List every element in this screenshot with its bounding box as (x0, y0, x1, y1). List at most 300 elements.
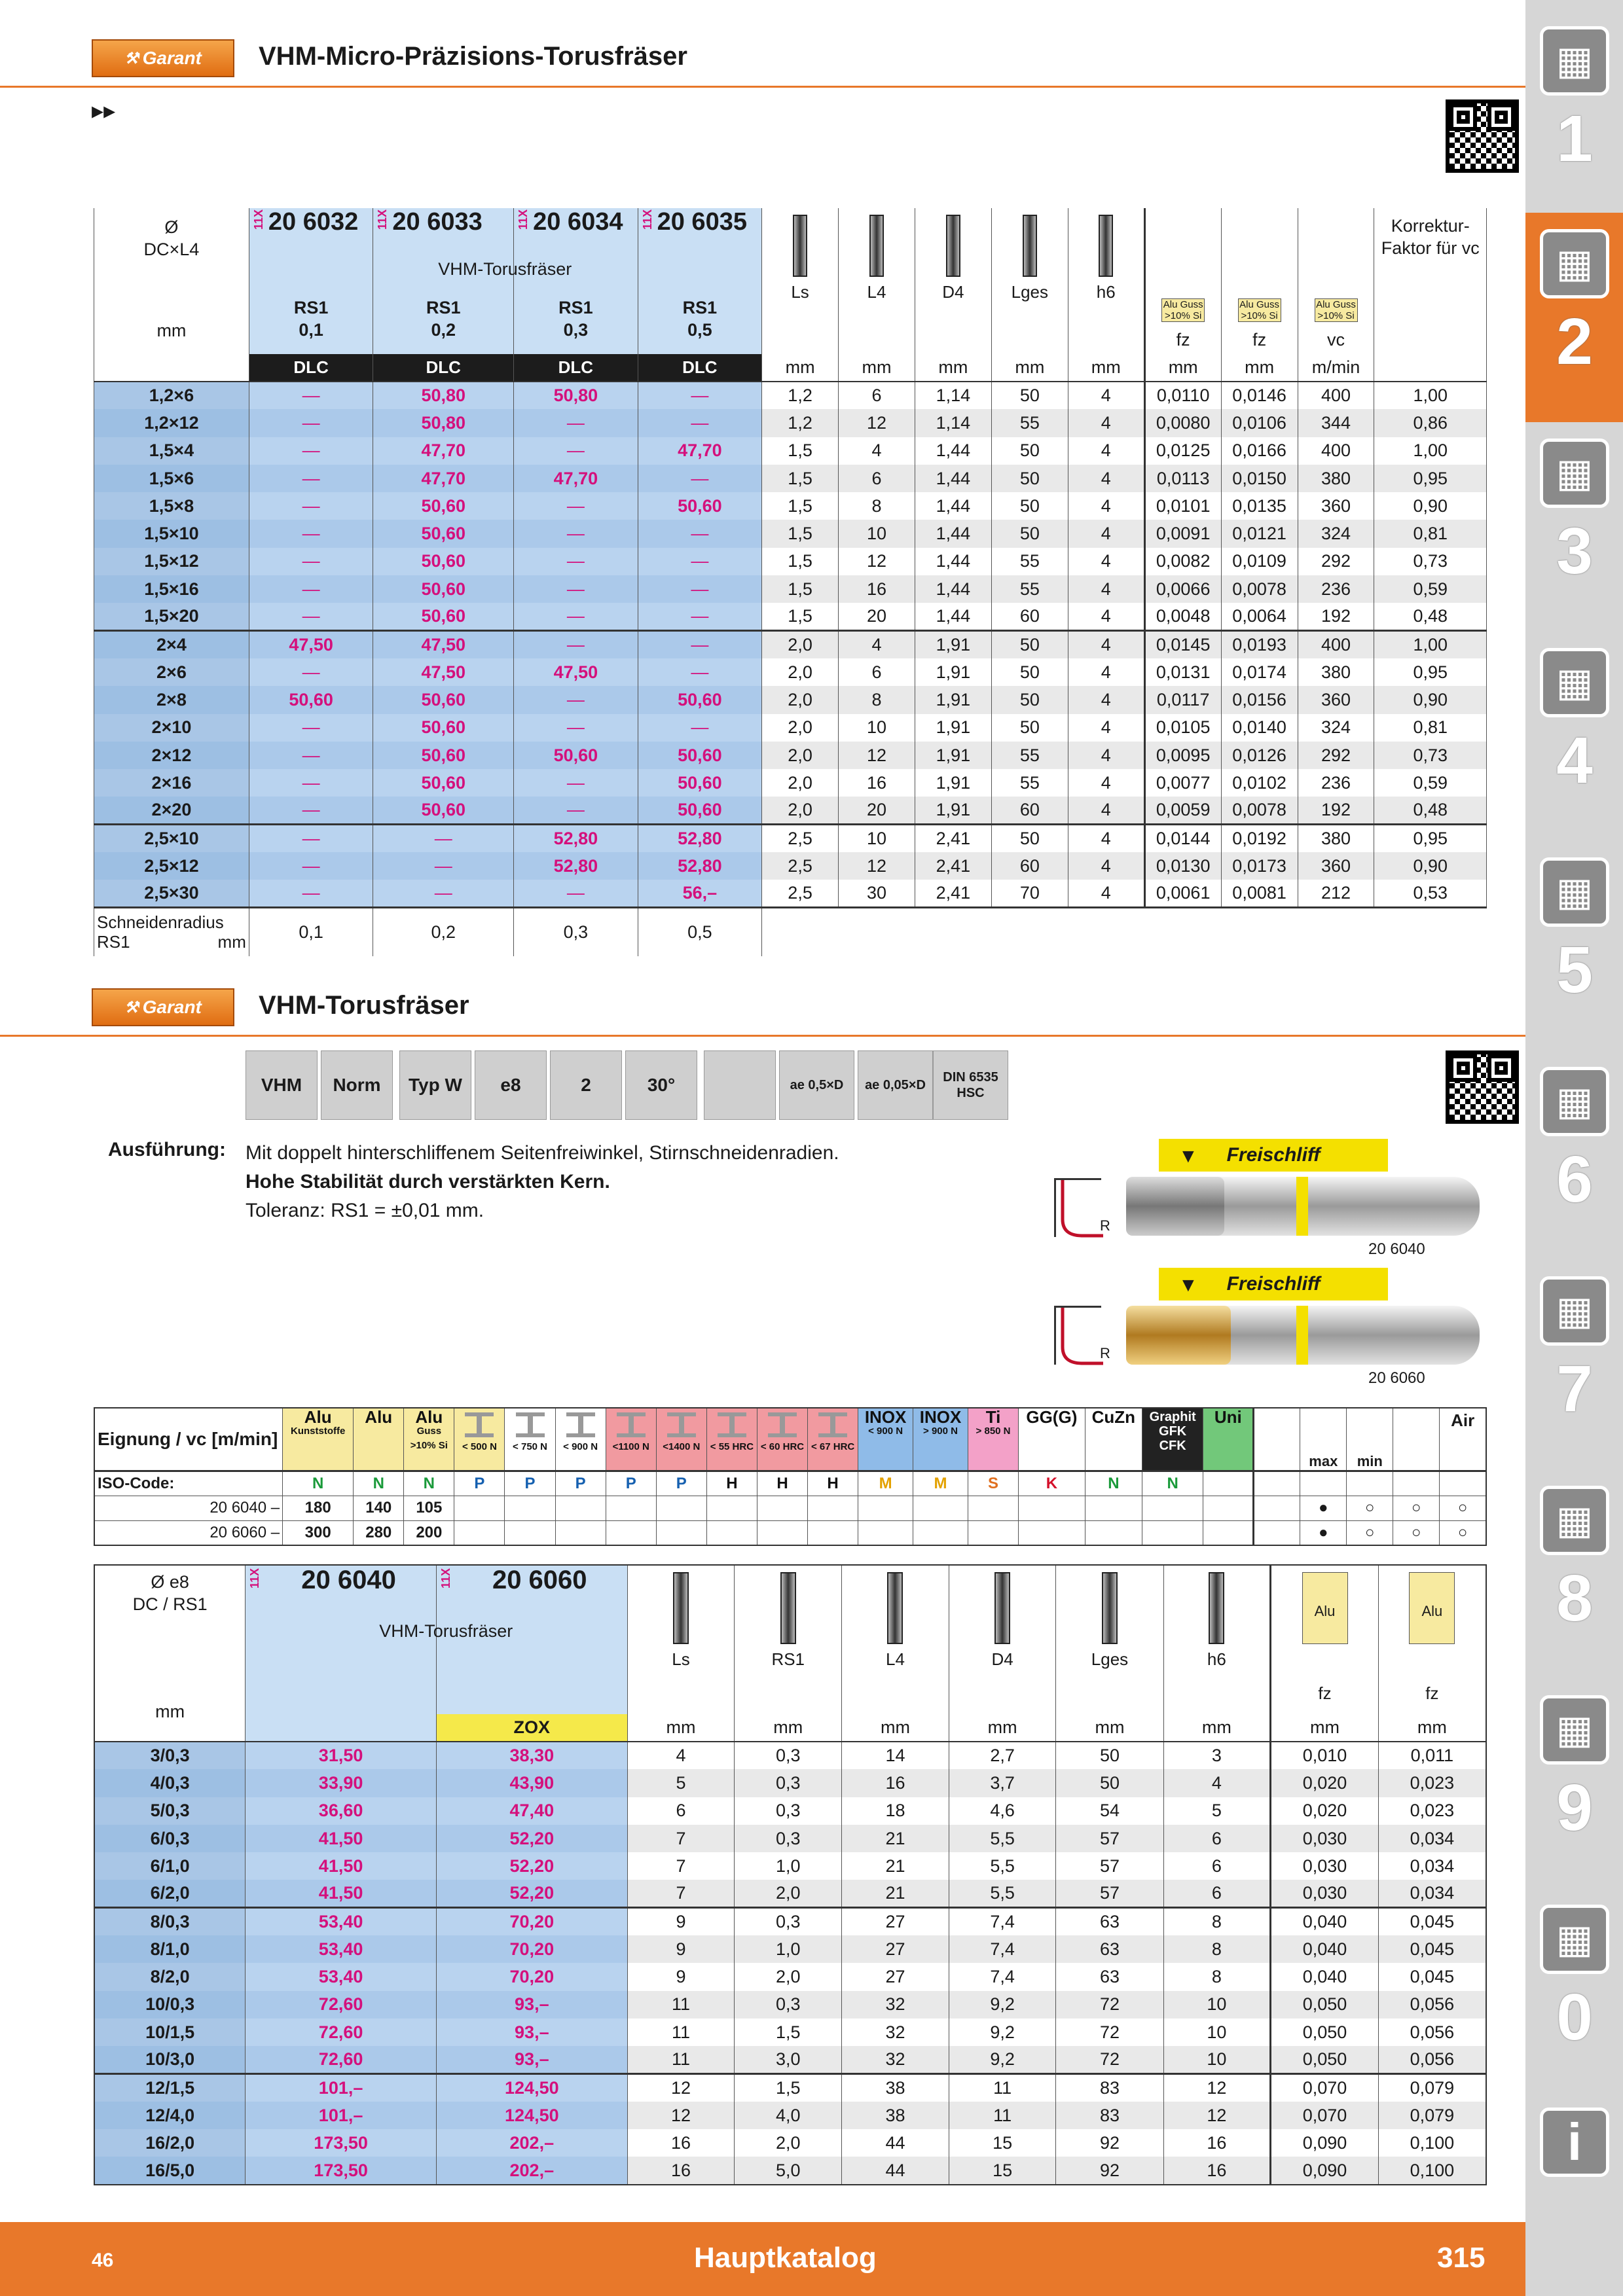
chapter-icon[interactable]: ▦ (1540, 1486, 1609, 1555)
vc-value (1019, 1520, 1085, 1545)
unit-label: mm (627, 1714, 735, 1742)
material-column: <1400 N (656, 1408, 706, 1471)
value-cell: 10 (839, 714, 915, 742)
value-cell: 50,60 (514, 742, 638, 769)
dimension-cell: 6/2,0 (94, 1880, 246, 1907)
value-cell: — (514, 409, 638, 437)
value-cell: 380 (1298, 825, 1374, 852)
value-cell: — (514, 880, 638, 907)
feature-icon: VHM (246, 1050, 318, 1120)
value-cell: 72,60 (246, 2046, 437, 2073)
value-cell: 8 (1163, 1908, 1271, 1935)
value-cell: 360 (1298, 686, 1374, 713)
value-cell: 92 (1056, 2129, 1163, 2157)
value-cell: 9,2 (949, 1991, 1056, 2018)
value-cell: 0,0135 (1221, 492, 1298, 520)
value-cell: 0,0078 (1221, 797, 1298, 824)
vc-value (606, 1496, 656, 1520)
value-cell: 50,60 (638, 686, 762, 713)
value-cell: 0,0121 (1221, 520, 1298, 547)
value-cell: 0,3 (735, 1991, 842, 2018)
table-row (94, 2129, 1486, 2157)
vc-value (505, 1496, 555, 1520)
dimension-cell: 2,5×10 (94, 825, 249, 852)
value-cell: 0,90 (1374, 492, 1487, 520)
value-cell: 4 (1068, 520, 1144, 547)
article-number: 11X 20 6060 (436, 1565, 627, 1714)
value-cell: 63 (1056, 1935, 1163, 1963)
value-cell: 7 (627, 1880, 735, 1907)
chapter-icon[interactable]: ▦ (1540, 1905, 1609, 1974)
value-cell: 50 (991, 714, 1068, 742)
catalog-name: Hauptkatalog (694, 2242, 877, 2274)
table-row (94, 409, 1487, 437)
value-cell: 38,30 (436, 1742, 627, 1769)
value-cell: 1,91 (915, 797, 991, 824)
steel-beam-icon (818, 1412, 847, 1437)
geo-header: h6 (1068, 208, 1144, 354)
value-cell: 83 (1056, 2102, 1163, 2129)
value-cell: 173,50 (246, 2157, 437, 2184)
value-cell: 52,20 (436, 1825, 627, 1852)
value-cell: 0,0102 (1221, 769, 1298, 797)
cooling-column: Air (1440, 1408, 1486, 1471)
value-cell: 32 (842, 1991, 949, 2018)
value-cell: 344 (1298, 409, 1374, 437)
value-cell: 20 (839, 797, 915, 824)
value-cell: 57 (1056, 1852, 1163, 1880)
value-cell: 70,20 (436, 1908, 627, 1935)
freischliff-label-2: Freischliff (1159, 1268, 1388, 1300)
vc-value: 300 (283, 1520, 354, 1545)
value-cell: 21 (842, 1880, 949, 1907)
vc-value (706, 1496, 757, 1520)
cooling-marker: ○ (1440, 1496, 1486, 1520)
value-cell: — (249, 520, 373, 547)
value-cell: 1,44 (915, 603, 991, 630)
vc-value: 200 (404, 1520, 454, 1545)
freischliff-label-1: Freischliff (1159, 1139, 1388, 1172)
value-cell: 124,50 (436, 2074, 627, 2102)
chapter-tab-6[interactable]: 6 (1556, 1143, 1593, 1216)
material-column: < 900 N (555, 1408, 606, 1471)
value-cell: 0,3 (735, 1769, 842, 1797)
value-cell: 53,40 (246, 1908, 437, 1935)
chapter-tab-8[interactable]: 8 (1556, 1562, 1593, 1635)
value-cell: 27 (842, 1935, 949, 1963)
dimension-cell: 1,5×8 (94, 492, 249, 520)
value-cell: 1,91 (915, 769, 991, 797)
chapter-icon[interactable]: ▦ (1540, 648, 1609, 717)
value-cell: 0,0166 (1221, 437, 1298, 465)
value-cell: 50,60 (373, 520, 514, 547)
value-cell: 0,034 (1378, 1852, 1486, 1880)
value-cell: 1,00 (1374, 382, 1487, 409)
dimension-cell: 1,2×12 (94, 409, 249, 437)
value-cell: 50,60 (249, 686, 373, 713)
material-column: <1100 N (606, 1408, 656, 1471)
arrow-down-icon: ▼ (1178, 1145, 1198, 1167)
value-cell: 0,100 (1378, 2129, 1486, 2157)
value-cell: — (249, 714, 373, 742)
page-footer (0, 2222, 1525, 2296)
radius-footer-label: Schneidenradius RS1 mm (94, 908, 249, 956)
value-cell: 44 (842, 2129, 949, 2157)
tool-sketch-icon (793, 215, 807, 277)
value-cell: — (638, 382, 762, 409)
radius-label-2: R (1100, 1345, 1110, 1361)
value-cell: — (249, 465, 373, 492)
value-cell: 60 (991, 852, 1068, 880)
table-row (94, 603, 1487, 630)
chapter-tab-0[interactable]: 0 (1556, 1981, 1593, 2054)
chapter-tab-1[interactable]: 1 (1556, 102, 1593, 175)
cooling-marker: ○ (1393, 1520, 1440, 1545)
qr-code-2[interactable] (1446, 1050, 1519, 1124)
vc-value (1085, 1496, 1142, 1520)
value-cell: 2,5 (762, 852, 839, 880)
dim-unit: mm (156, 321, 187, 340)
value-cell: — (249, 382, 373, 409)
value-cell: 4 (1163, 1769, 1271, 1797)
value-cell: 50 (991, 437, 1068, 465)
value-cell: 0,0061 (1144, 880, 1221, 907)
value-cell: — (514, 437, 638, 465)
geo-header: L4 (842, 1565, 949, 1714)
iso-code: K (1019, 1471, 1085, 1496)
nav-arrows[interactable]: ▸▸ (92, 97, 116, 124)
unit-label: mm (991, 354, 1068, 382)
table-row (94, 2102, 1486, 2129)
value-cell: 1,5 (762, 603, 839, 630)
feature-icon (704, 1050, 776, 1120)
execution-label: Ausführung: (108, 1139, 226, 1160)
execution-line1: Mit doppelt hinterschliffenem Seitenfreiwinkel, Stirnschneidenradien. (246, 1142, 839, 1164)
material-badge: Alu Guss >10% Si (1238, 298, 1281, 322)
suitability-row: 20 6040 – 180 140 105 ● ○ ○ ○ (94, 1496, 1486, 1520)
material-badge: Alu (1409, 1572, 1455, 1644)
value-cell: 47,40 (436, 1797, 627, 1825)
radius-label-1: R (1100, 1217, 1110, 1234)
value-cell: 47,50 (249, 631, 373, 658)
table-row (94, 520, 1487, 547)
value-cell: 2,41 (915, 825, 991, 852)
page-number-right: 315 (1437, 2242, 1486, 2274)
value-cell: 0,034 (1378, 1825, 1486, 1852)
value-cell: 0,010 (1271, 1742, 1379, 1769)
tool-sketch-icon (946, 215, 960, 277)
vc-value (606, 1520, 656, 1545)
value-cell: 50 (991, 658, 1068, 686)
value-cell: 292 (1298, 742, 1374, 769)
iso-code: P (555, 1471, 606, 1496)
value-cell: 0,020 (1271, 1797, 1379, 1825)
value-cell: — (514, 575, 638, 603)
vc-value (1085, 1520, 1142, 1545)
table-row (94, 2157, 1486, 2184)
article-number: 11X 20 6033 (373, 208, 514, 242)
table-row (94, 742, 1487, 769)
material-column: GG(G) (1019, 1408, 1085, 1471)
value-cell: 16 (839, 575, 915, 603)
value-cell: 14 (842, 1742, 949, 1769)
qr-code-1[interactable] (1446, 99, 1519, 173)
chapter-icon[interactable]: ▦ (1540, 439, 1609, 508)
article-number: 11X 20 6034 (514, 208, 638, 242)
value-cell: 57 (1056, 1880, 1163, 1907)
value-cell: — (514, 769, 638, 797)
value-cell: 12 (1163, 2074, 1271, 2102)
value-cell: 11 (627, 2018, 735, 2046)
value-cell: 0,0146 (1221, 382, 1298, 409)
vc-value: 280 (354, 1520, 404, 1545)
value-cell: — (514, 686, 638, 713)
value-cell: 1,2 (762, 409, 839, 437)
dimension-cell: 2×10 (94, 714, 249, 742)
value-cell: 1,91 (915, 742, 991, 769)
value-cell: 4 (1068, 852, 1144, 880)
vc-value (968, 1520, 1018, 1545)
value-cell: 50,60 (373, 714, 514, 742)
value-cell: 0,045 (1378, 1908, 1486, 1935)
value-cell: 50 (991, 520, 1068, 547)
unit-label: m/min (1298, 354, 1374, 382)
dimension-cell: 2×8 (94, 686, 249, 713)
value-cell: 9 (627, 1963, 735, 1990)
value-cell: 50,60 (373, 742, 514, 769)
value-cell: 4 (1068, 658, 1144, 686)
table-row (94, 1991, 1486, 2018)
value-cell: 0,0082 (1144, 548, 1221, 575)
value-cell: 21 (842, 1825, 949, 1852)
group-label: VHM-Torusfräser (438, 259, 572, 279)
value-cell: 83 (1056, 2074, 1163, 2102)
tool-sketch-icon (994, 1572, 1010, 1644)
value-cell: 41,50 (246, 1880, 437, 1907)
value-cell: 15 (949, 2129, 1056, 2157)
value-cell: 10 (839, 520, 915, 547)
value-cell: — (638, 631, 762, 658)
value-cell: 5 (627, 1769, 735, 1797)
section1-title: VHM-Micro-Präzisions-Torusfräser (259, 42, 687, 71)
cooling-column: min (1347, 1408, 1393, 1471)
value-cell: 0,079 (1378, 2074, 1486, 2102)
value-cell: 4 (1068, 797, 1144, 824)
dimension-cell: 1,5×10 (94, 520, 249, 547)
steel-beam-icon (718, 1412, 746, 1437)
value-cell: 0,045 (1378, 1963, 1486, 1990)
value-cell: 72 (1056, 2046, 1163, 2073)
rs-header: RS1 0,5 (638, 242, 762, 354)
value-cell: 2,0 (762, 631, 839, 658)
table-row (94, 2018, 1486, 2046)
value-cell: 2,41 (915, 852, 991, 880)
table-row (94, 797, 1487, 824)
value-cell: 52,80 (638, 852, 762, 880)
value-cell: 7 (627, 1852, 735, 1880)
chapter-icon[interactable]: ▦ (1540, 26, 1609, 96)
value-cell: 12 (839, 548, 915, 575)
cooling-marker: ● (1300, 1520, 1347, 1545)
cooling-marker: ○ (1347, 1496, 1393, 1520)
table-row (94, 1880, 1486, 1907)
table-row (94, 1963, 1486, 1990)
chapter-icon[interactable]: ▦ (1540, 857, 1609, 927)
value-cell: 5,5 (949, 1880, 1056, 1907)
value-cell: 0,045 (1378, 1935, 1486, 1963)
value-cell: 4 (1068, 769, 1144, 797)
chapter-tab-7[interactable]: 7 (1556, 1352, 1593, 1426)
chapter-icon[interactable]: ▦ (1540, 1695, 1609, 1765)
value-cell: 50 (991, 465, 1068, 492)
chapter-icon[interactable]: ▦ (1540, 1276, 1609, 1346)
value-cell: 380 (1298, 658, 1374, 686)
value-cell: 0,0126 (1221, 742, 1298, 769)
value-cell: 50 (1056, 1769, 1163, 1797)
value-cell: 50,60 (373, 492, 514, 520)
value-cell: 4 (1068, 465, 1144, 492)
value-cell: 1,5 (735, 2018, 842, 2046)
dimension-cell: 10/1,5 (94, 2018, 246, 2046)
value-cell: 6 (1163, 1880, 1271, 1907)
value-cell: 0,0066 (1144, 575, 1221, 603)
chapter-tab-4[interactable]: 4 (1556, 724, 1593, 797)
cooling-column (1254, 1408, 1300, 1471)
value-cell: — (249, 409, 373, 437)
chapter-icon[interactable]: ▦ (1540, 1067, 1609, 1136)
value-cell: 124,50 (436, 2102, 627, 2129)
value-cell: 20 (839, 603, 915, 630)
value-cell: — (638, 548, 762, 575)
steel-beam-icon (465, 1412, 494, 1437)
value-cell: 50,60 (373, 603, 514, 630)
value-cell: 1,5 (762, 520, 839, 547)
value-cell: 55 (991, 409, 1068, 437)
chapter-tab-3[interactable]: 3 (1556, 514, 1593, 588)
chapter-icon[interactable]: ▦ (1540, 229, 1609, 298)
pack-icon: 11X (248, 1568, 262, 1588)
value-cell: 1,14 (915, 409, 991, 437)
value-cell: — (249, 825, 373, 852)
chapter-tab-9[interactable]: 9 (1556, 1771, 1593, 1844)
pack-icon: 11X (640, 209, 654, 230)
value-cell: 0,040 (1271, 1935, 1379, 1963)
value-cell: 1,14 (915, 382, 991, 409)
coating-label: ZOX (436, 1714, 627, 1742)
vc-value (858, 1520, 913, 1545)
value-cell: 0,056 (1378, 2046, 1486, 2073)
value-cell: 0,95 (1374, 465, 1487, 492)
value-cell: 55 (991, 575, 1068, 603)
vc-value (757, 1520, 807, 1545)
chapter-icon[interactable]: i (1540, 2108, 1609, 2177)
tool-sketch-icon (780, 1572, 796, 1644)
value-cell: — (249, 603, 373, 630)
value-cell: 1,91 (915, 714, 991, 742)
value-cell: 1,5 (762, 492, 839, 520)
radius-value: 0,2 (373, 908, 514, 956)
value-cell: 60 (991, 603, 1068, 630)
coating-label: DLC (249, 354, 373, 382)
value-cell: 0,59 (1374, 575, 1487, 603)
value-cell: — (249, 880, 373, 907)
material-badge: Alu Guss >10% Si (1315, 298, 1358, 322)
value-cell: 50 (991, 492, 1068, 520)
cooling-marker: ○ (1393, 1496, 1440, 1520)
value-cell: 0,079 (1378, 2102, 1486, 2129)
value-cell: 0,0145 (1144, 631, 1221, 658)
chapter-tab-5[interactable]: 5 (1556, 933, 1593, 1007)
vc-value: 180 (283, 1496, 354, 1520)
value-cell: 2,5 (762, 880, 839, 907)
unit-label: mm (1378, 1714, 1486, 1742)
value-cell: 3,0 (735, 2046, 842, 2073)
value-cell: — (249, 797, 373, 824)
value-cell: 1,5 (735, 2074, 842, 2102)
table-row (94, 2046, 1486, 2073)
value-cell: 0,95 (1374, 658, 1487, 686)
value-cell: 1,00 (1374, 437, 1487, 465)
vc-value (968, 1496, 1018, 1520)
radius-diagram-1 (1054, 1178, 1101, 1237)
vc-value (808, 1496, 858, 1520)
iso-code (1203, 1471, 1254, 1496)
value-cell: 324 (1298, 714, 1374, 742)
feature-icon: Norm (321, 1050, 393, 1120)
value-cell: — (249, 548, 373, 575)
value-cell: 4 (1068, 409, 1144, 437)
chapter-tab-2[interactable]: 2 (1556, 305, 1593, 378)
table-row (94, 382, 1487, 409)
table-row (94, 465, 1487, 492)
rs-header: VHM-Torusfräser RS1 0,2 (373, 242, 514, 354)
table-row (94, 631, 1487, 658)
value-cell: 47,50 (514, 658, 638, 686)
value-cell: 1,44 (915, 575, 991, 603)
value-cell: 50 (991, 686, 1068, 713)
value-cell: 0,011 (1378, 1742, 1486, 1769)
value-cell: 38 (842, 2102, 949, 2129)
value-cell: 292 (1298, 548, 1374, 575)
material-column: < 750 N (505, 1408, 555, 1471)
value-cell: — (373, 825, 514, 852)
value-cell: 0,100 (1378, 2157, 1486, 2184)
value-cell: — (514, 714, 638, 742)
value-cell: 3,7 (949, 1769, 1056, 1797)
unit-label: mm (1163, 1714, 1271, 1742)
value-cell: 0,95 (1374, 825, 1487, 852)
geo-header: Alu fz (1271, 1565, 1379, 1714)
value-cell: 1,91 (915, 631, 991, 658)
value-cell: 6 (839, 658, 915, 686)
value-cell: 173,50 (246, 2129, 437, 2157)
value-cell: — (249, 742, 373, 769)
value-cell: — (249, 769, 373, 797)
dimension-cell: 1,2×6 (94, 382, 249, 409)
dimension-cell: 2,5×30 (94, 880, 249, 907)
value-cell: 53,40 (246, 1963, 437, 1990)
value-cell: 0,0117 (1144, 686, 1221, 713)
table-row (94, 1769, 1486, 1797)
pack-icon: 11X (439, 1568, 452, 1588)
iso-code: H (808, 1471, 858, 1496)
feature-icon: e8 (475, 1050, 547, 1120)
value-cell: 4 (839, 437, 915, 465)
value-cell: 33,90 (246, 1769, 437, 1797)
value-cell: 50 (991, 382, 1068, 409)
iso-code: H (757, 1471, 807, 1496)
value-cell: 16 (839, 769, 915, 797)
